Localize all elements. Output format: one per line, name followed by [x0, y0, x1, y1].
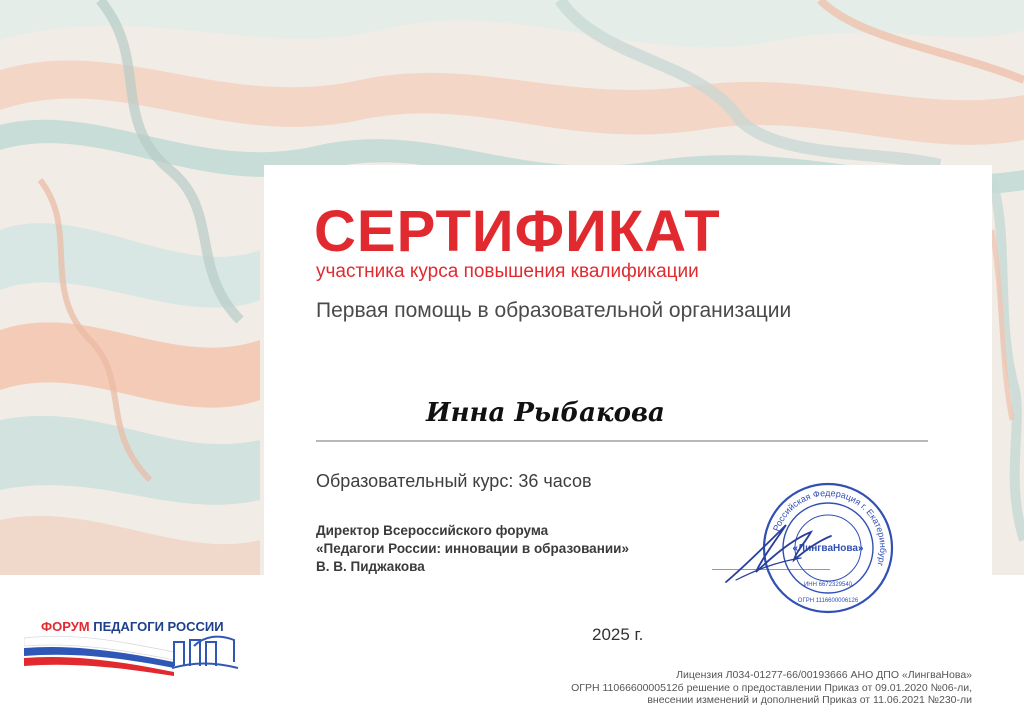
certificate-title: СЕРТИФИКАТ [314, 199, 721, 264]
forum-name: «Педагоги России: инновации в образовании» [316, 541, 629, 556]
director-block [316, 522, 629, 576]
certificate-subtitle: участника курса повышения квалификации [316, 261, 699, 282]
stamp-inn-text: ИНН 6672329540 [803, 582, 853, 588]
name-underline [316, 440, 928, 442]
stamp-ogrn-text: ОГРН 1116600006126 [797, 598, 859, 604]
license-line-2: ОГРН 1106660000512б решение о предоставлении Приказ от 09.01.2020 №06-ли, [571, 681, 972, 694]
stamp-center-text: «ЛингваНова» [792, 543, 864, 554]
signature [716, 510, 836, 590]
stamp-top-text: Российская Федерация г. Екатеринбург [771, 487, 889, 568]
recipient-name: Инна Рыбакова [426, 398, 665, 428]
logo-word-teachers: ПЕДАГОГИ РОССИИ [93, 619, 224, 634]
forum-logo-text [41, 619, 224, 635]
license-line-3: внесении изменений и дополнений Приказ от 11.06.2021 №230-ли [647, 694, 972, 706]
license-info [571, 669, 972, 707]
license-line-1: Лицензия Л034-01277-66/00193666 АНО ДПО «ЛингваНова» [676, 669, 972, 681]
director-title: Директор Всероссийского форума [316, 523, 549, 538]
course-hours: Образовательный курс: 36 часов [316, 471, 592, 491]
logo-word-forum: ФОРУМ [41, 619, 90, 634]
issue-year: 2025 г. [592, 625, 644, 644]
director-name: В. В. Пиджакова [316, 559, 425, 574]
course-name: Первая помощь в образовательной организации [316, 299, 792, 322]
